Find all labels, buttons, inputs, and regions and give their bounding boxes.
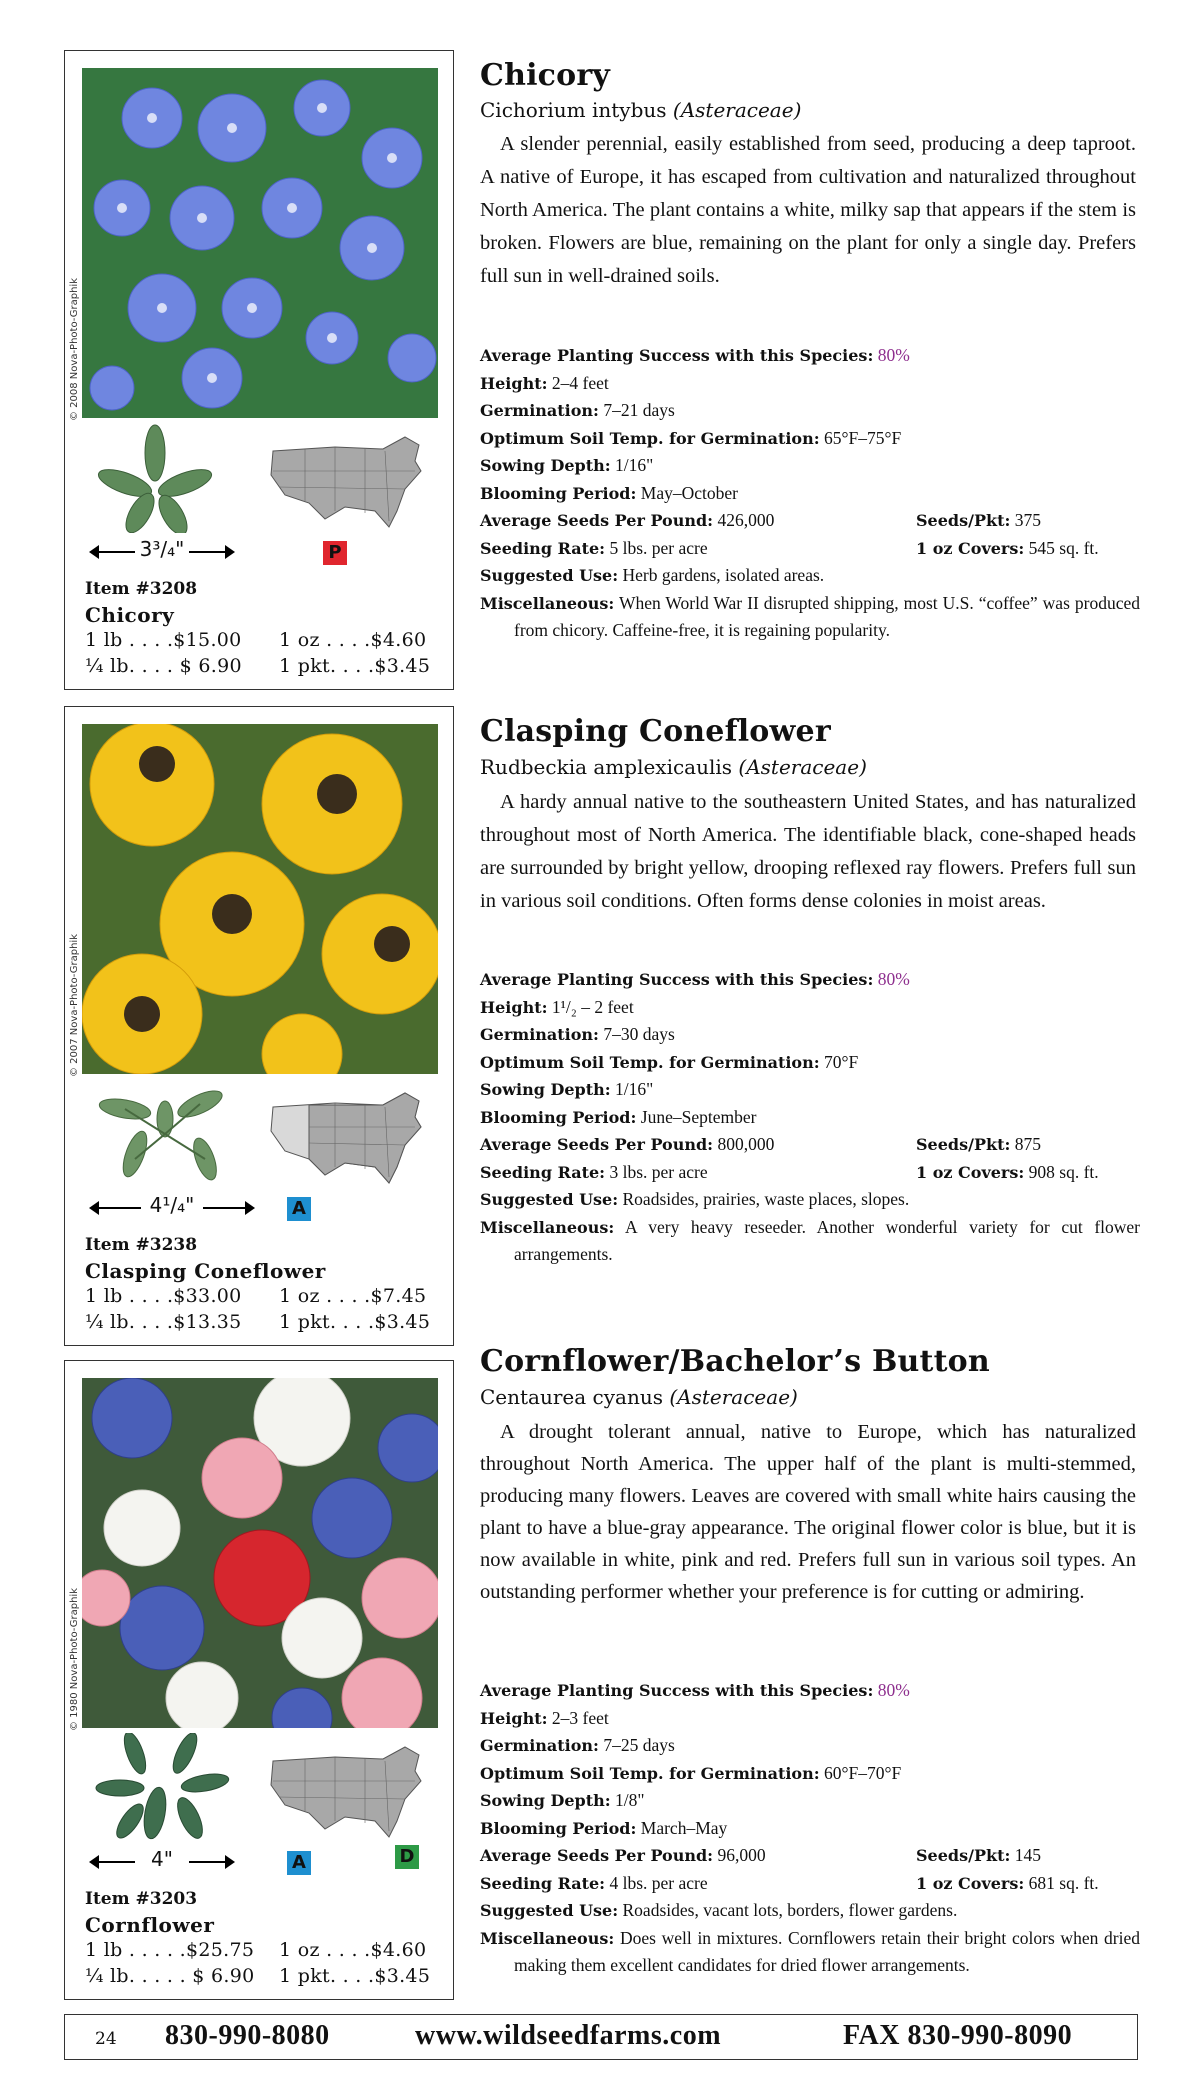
- price-1pkt: 1 pkt. . . .$3.45: [279, 1311, 431, 1333]
- phone-number[interactable]: 830-990-8080: [165, 2020, 330, 2051]
- seedling-size-indicator: 3³/₄": [87, 539, 237, 563]
- price-quarter-lb: ¼ lb. . . .$13.35: [85, 1311, 242, 1333]
- species-specs: Average Planting Success with this Species: 80% Height: 1¹/₂ – 2 feet Germination: 7–30 days Optimum Soil Temp. for Germination: 70°F Sowing Depth: 1/16" Blooming Period: June–September Average Seeds Per Pound: 800,000 Seeds/Pkt: 875 Seeding Rate: 3 lbs. per acre 1 oz Covers: 908 sq. ft. Suggested Use: Roadsides, prairies, waste places, slopes. Miscellaneous: A very heavy reseeder. Another wonderful variety for cut flower arrangements.: [480, 969, 1140, 1264]
- range-map: [265, 1741, 425, 1841]
- price-1pkt: 1 pkt. . . .$3.45: [279, 1965, 431, 1987]
- species-title: Clasping Coneflower: [480, 714, 831, 749]
- product-photo: [82, 724, 438, 1074]
- badge-perennial: P: [323, 541, 347, 565]
- range-map: [265, 431, 425, 531]
- product-photo: [82, 1378, 438, 1728]
- seedling-illustration: [95, 1733, 215, 1843]
- species-description: A slender perennial, easily established from seed, producing a deep taproot. A native of Europe, it has escaped from cultivation and naturalized throughout North America. The plant contains a white, milky sap that appears if the stem is broken. Flowers are blue, remaining on the plant for only a single day. Prefers full sun in well-drained soils.: [480, 133, 1136, 287]
- price-1oz: 1 oz . . . .$4.60: [279, 629, 427, 651]
- scientific-name: Rudbeckia amplexicaulis (Asteraceae): [480, 755, 867, 779]
- page-number: 24: [95, 2029, 117, 2049]
- badge-drought-tolerant: D: [395, 1845, 419, 1869]
- product-card: [64, 50, 454, 690]
- item-name: Chicory: [85, 603, 175, 627]
- price-1lb: 1 lb . . . .$33.00: [85, 1285, 242, 1307]
- price-1lb: 1 lb . . . . .$25.75: [85, 1939, 255, 1961]
- price-1oz: 1 oz . . . .$4.60: [279, 1939, 427, 1961]
- species-description: A drought tolerant annual, native to Europe, which has naturalized throughout North America. The upper half of the plant is multi-stemmed, producing many flowers. Leaves are covered with small white hairs causing the plant to have a blue-gray appearance. The original flower color is blue, but it is now available in white, pink and red. Prefers full sun in various soil types. An outstanding performer whether your preference is for cutting or admiring.: [480, 1421, 1136, 1603]
- badge-annual: A: [287, 1851, 311, 1875]
- species-description: A hardy annual native to the southeastern United States, and has naturalized throughout most of North America. The identifiable black, cone-shaped heads are surrounded by bright yellow, drooping reflexed ray flowers. Prefers full sun in various soil conditions. Often forms dense colonies in moist areas.: [480, 791, 1136, 912]
- item-name: Cornflower: [85, 1913, 215, 1937]
- species-specs: Average Planting Success with this Species: 80% Height: 2–4 feet Germination: 7–21 days Optimum Soil Temp. for Germination: 65°F–75°F Sowing Depth: 1/16" Blooming Period: May–October Average Seeds Per Pound: 426,000 Seeds/Pkt: 375 Seeding Rate: 5 lbs. per acre 1 oz Covers: 545 sq. ft. Suggested Use: Herb gardens, isolated areas. Miscellaneous: When World War II disrupted shipping, most U.S. “coffee” was produced from chicory. Caffeine-free, it is regaining popularity.: [480, 345, 1140, 640]
- photo-credit: © 2008 Nova-Photo-Graphik: [69, 278, 80, 421]
- product-photo: [82, 68, 438, 418]
- item-name: Clasping Coneflower: [85, 1259, 326, 1283]
- scientific-name: Cichorium intybus (Asteraceae): [480, 98, 802, 122]
- item-number: Item #3203: [85, 1889, 198, 1909]
- product-card: [64, 706, 454, 1346]
- price-1lb: 1 lb . . . .$15.00: [85, 629, 242, 651]
- range-map: [265, 1087, 425, 1187]
- species-title: Cornflower/Bachelor’s Button: [480, 1344, 990, 1379]
- price-1pkt: 1 pkt. . . .$3.45: [279, 655, 431, 677]
- price-quarter-lb: ¼ lb. . . . . $ 6.90: [85, 1965, 255, 1987]
- badge-annual: A: [287, 1197, 311, 1221]
- website-link[interactable]: www.wildseedfarms.com: [415, 2020, 722, 2051]
- product-card: [64, 1360, 454, 2000]
- photo-credit: © 1980 Nova-Photo-Graphik: [69, 1588, 80, 1731]
- fax-number: FAX 830-990-8090: [843, 2020, 1073, 2051]
- photo-credit: © 2007 Nova-Photo-Graphik: [69, 934, 80, 1077]
- seedling-size-indicator: 4¹/₄": [87, 1195, 257, 1219]
- seedling-illustration: [95, 423, 215, 533]
- species-specs: Average Planting Success with this Species: 80% Height: 2–3 feet Germination: 7–25 days Optimum Soil Temp. for Germination: 60°F–70°F Sowing Depth: 1/8" Blooming Period: March–May Average Seeds Per Pound: 96,000 Seeds/Pkt: 145 Seeding Rate: 4 lbs. per acre 1 oz Covers: 681 sq. ft. Suggested Use: Roadsides, vacant lots, borders, flower gardens. Miscellaneous: Does well in mixtures. Cornflowers retain their bright colors when dried making them excellent candidates for dried flower arrangements.: [480, 1680, 1140, 1975]
- species-title: Chicory: [480, 58, 610, 93]
- price-1oz: 1 oz . . . .$7.45: [279, 1285, 427, 1307]
- item-number: Item #3208: [85, 579, 198, 599]
- seedling-size-indicator: 4": [87, 1849, 237, 1873]
- page-footer: [64, 2014, 1138, 2060]
- item-number: Item #3238: [85, 1235, 198, 1255]
- price-quarter-lb: ¼ lb. . . . $ 6.90: [85, 655, 242, 677]
- seedling-illustration: [95, 1079, 215, 1189]
- scientific-name: Centaurea cyanus (Asteraceae): [480, 1385, 798, 1409]
